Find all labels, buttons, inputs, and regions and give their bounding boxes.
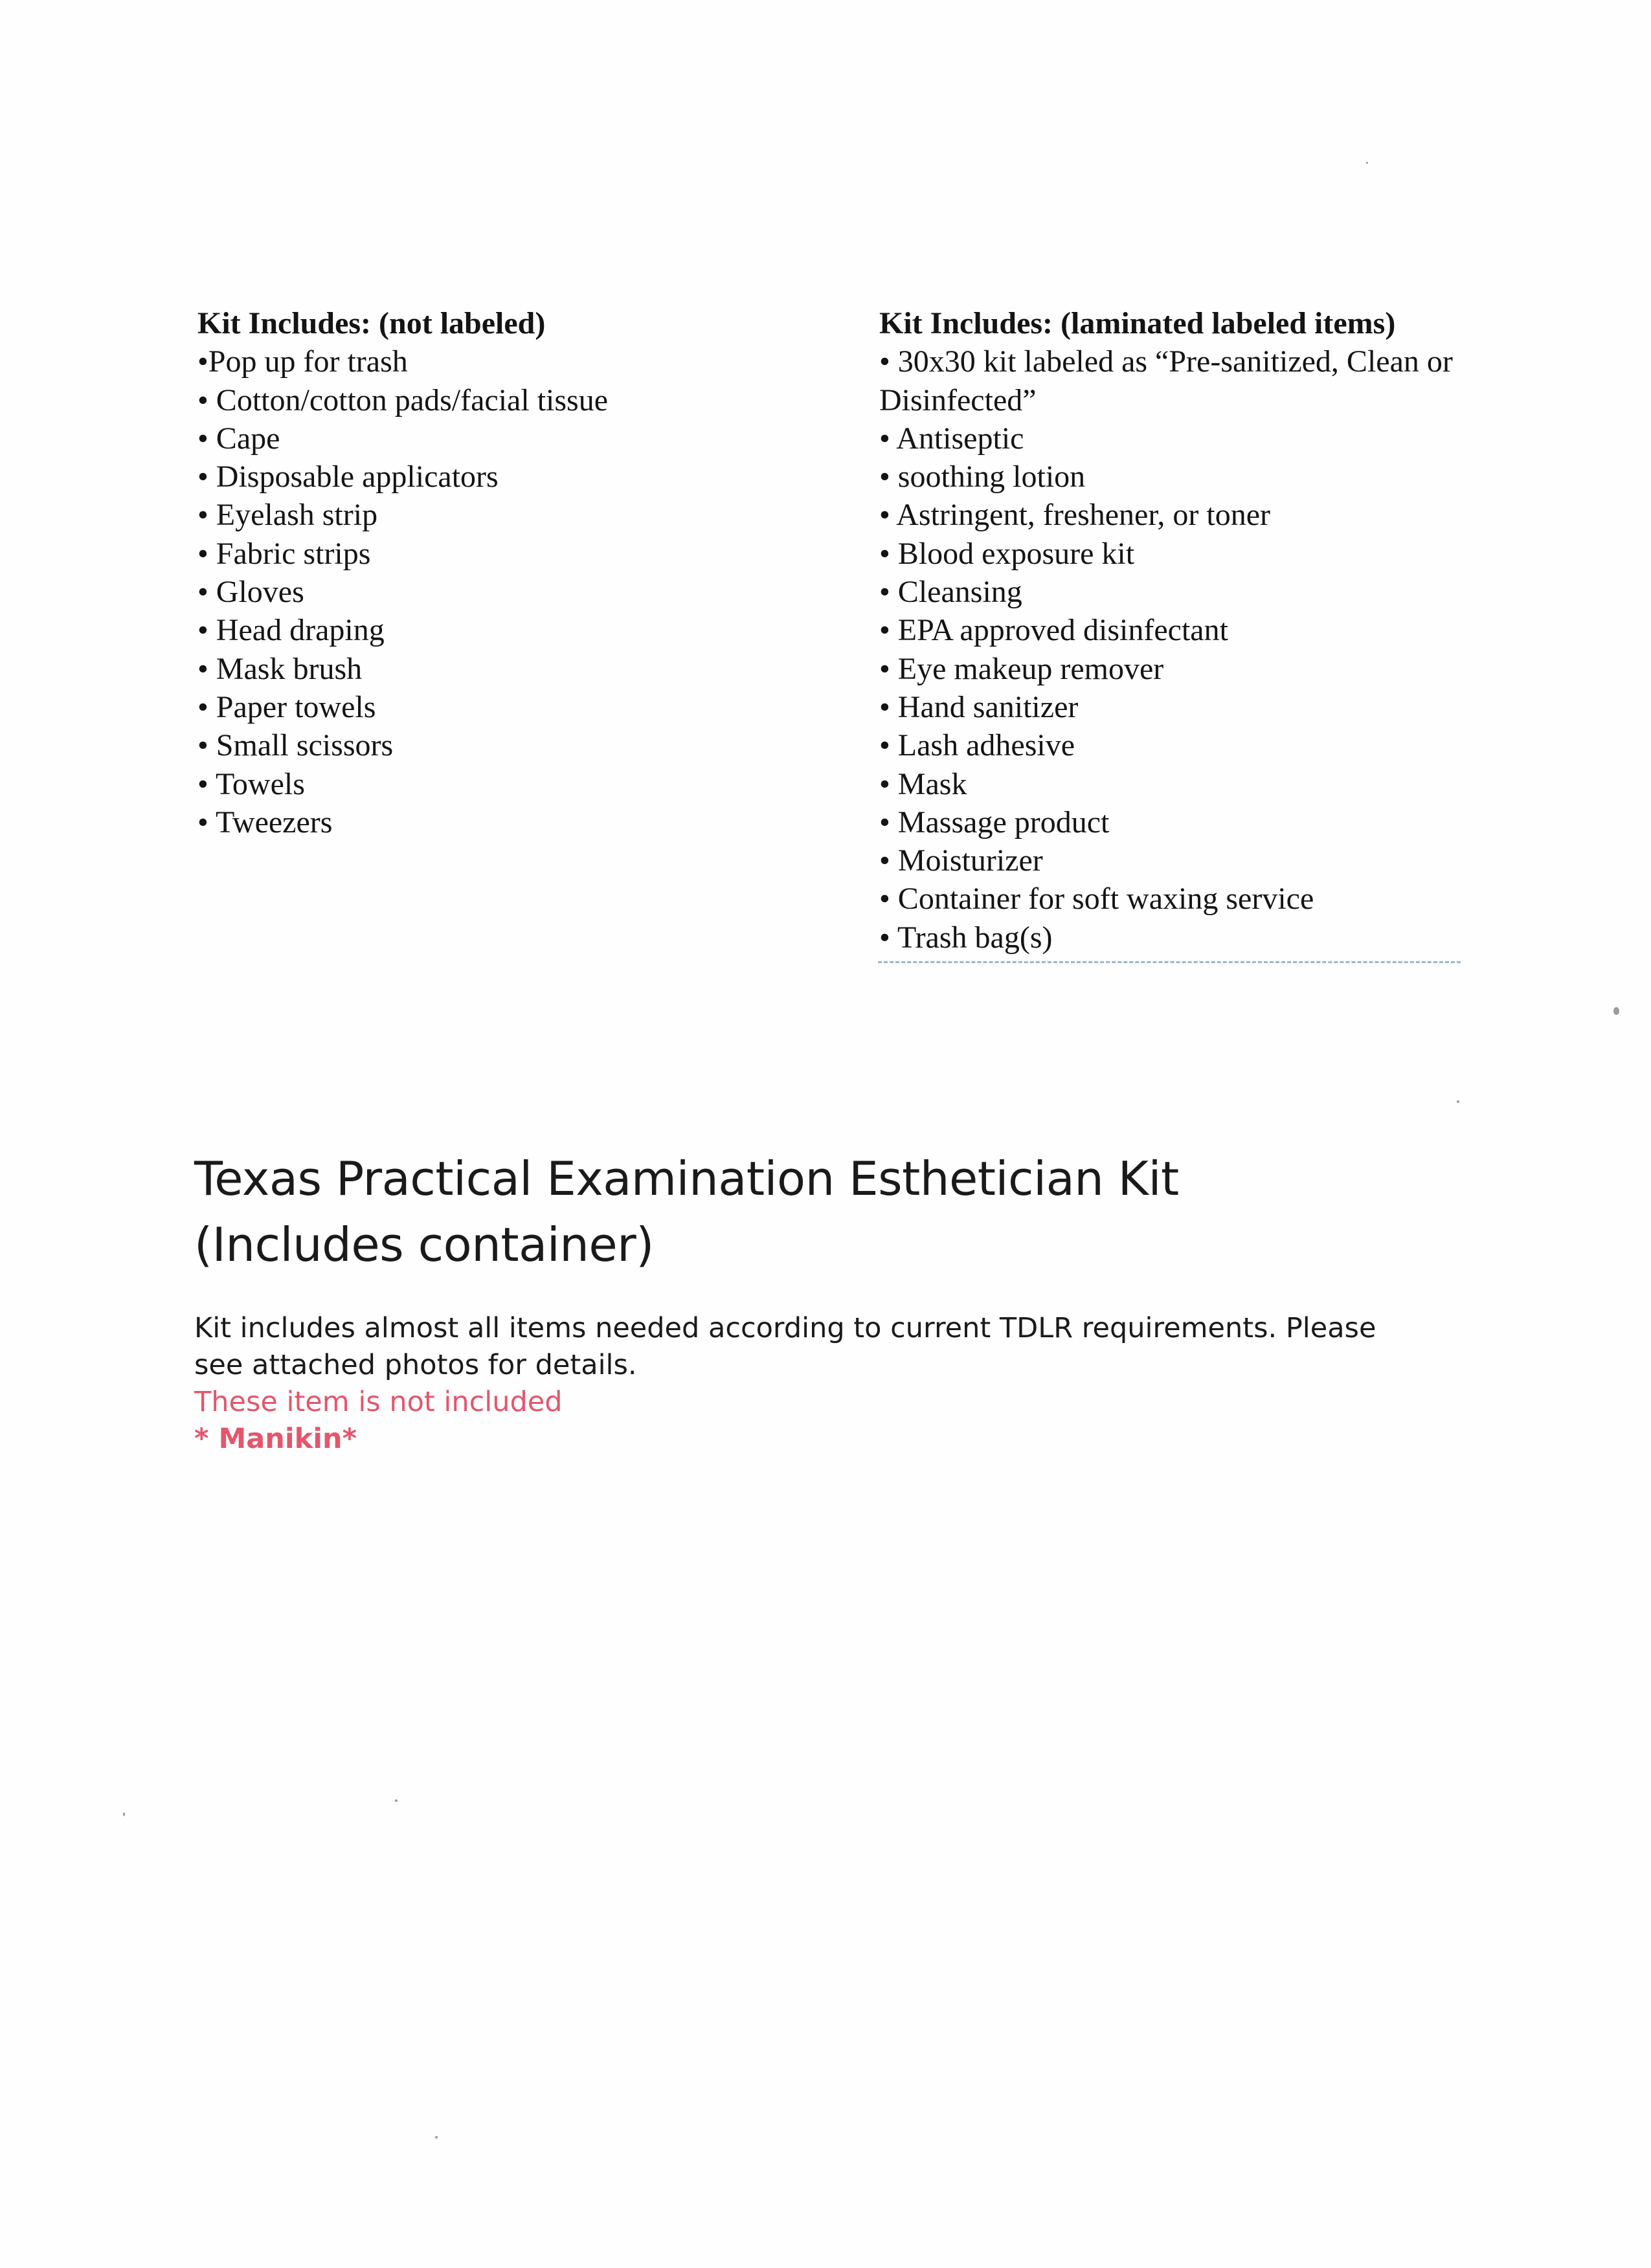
list-item: • Moisturizer: [879, 843, 1043, 878]
not-included-item: * Manikin*: [194, 1423, 357, 1455]
list-item: • Astringent, freshener, or toner: [879, 498, 1271, 533]
list-item: • Mask: [879, 766, 967, 801]
list-item: • Head draping: [197, 613, 385, 648]
list-item: • Paper towels: [197, 689, 376, 724]
title-line-2: (Includes container): [194, 1217, 654, 1272]
kit-items-not-labeled: [197, 342, 845, 841]
list-item: • Blood exposure kit: [879, 536, 1135, 571]
kit-items-laminated-labeled: [879, 342, 1488, 957]
kit-heading-laminated-labeled: Kit Includes: (laminated labeled items): [879, 306, 1396, 340]
scan-speck: [435, 2136, 438, 2139]
list-item: • Cape: [197, 421, 280, 456]
list-item: • Cleansing: [879, 575, 1022, 610]
list-item: •Pop up for trash: [197, 344, 408, 379]
list-item: • Container for soft waxing service: [879, 882, 1314, 917]
list-item: • Cotton/cotton pads/facial tissue: [197, 383, 609, 417]
list-item: • Hand sanitizer: [879, 689, 1079, 724]
title-line-1: Texas Practical Examination Esthetician Kit: [194, 1151, 1179, 1206]
list-item: • Mask brush: [197, 651, 363, 686]
kit-list-not-labeled: [197, 304, 845, 841]
dotted-divider: [878, 961, 1461, 963]
not-included-label: These item is not included: [194, 1386, 563, 1418]
list-item: • Small scissors: [197, 728, 394, 763]
exam-kit-section: [194, 1146, 1457, 1458]
scan-speck: [395, 1799, 398, 1802]
list-item: • Trash bag(s): [879, 920, 1053, 955]
list-item: • Disposable applicators: [197, 460, 499, 495]
list-item: • Antiseptic: [879, 421, 1024, 456]
list-item: • Gloves: [197, 575, 304, 610]
list-item: • 30x30 kit labeled as “Pre-sanitized, Clean or Disinfected”: [879, 344, 1453, 417]
page-title: [194, 1146, 1457, 1278]
scan-speck: [123, 1812, 125, 1816]
scan-speck: [1613, 1007, 1619, 1015]
scan-speck: [1366, 162, 1368, 164]
list-item: • Tweezers: [197, 805, 333, 839]
list-item: • EPA approved disinfectant: [879, 613, 1228, 648]
kit-list-laminated-labeled: [879, 304, 1488, 957]
list-item: • Towels: [197, 766, 305, 801]
scan-speck: [1457, 1100, 1459, 1103]
list-item: • Massage product: [879, 805, 1110, 839]
list-item: • soothing lotion: [879, 460, 1086, 495]
kit-description: Kit includes almost all items needed according to current TDLR requirements. Please see attached photos for details.: [194, 1312, 1376, 1381]
list-item: • Fabric strips: [197, 536, 371, 571]
kit-heading-not-labeled: Kit Includes: (not labeled): [197, 306, 546, 340]
list-item: • Eye makeup remover: [879, 651, 1164, 686]
list-item: • Lash adhesive: [879, 728, 1075, 763]
list-item: • Eyelash strip: [197, 498, 378, 533]
